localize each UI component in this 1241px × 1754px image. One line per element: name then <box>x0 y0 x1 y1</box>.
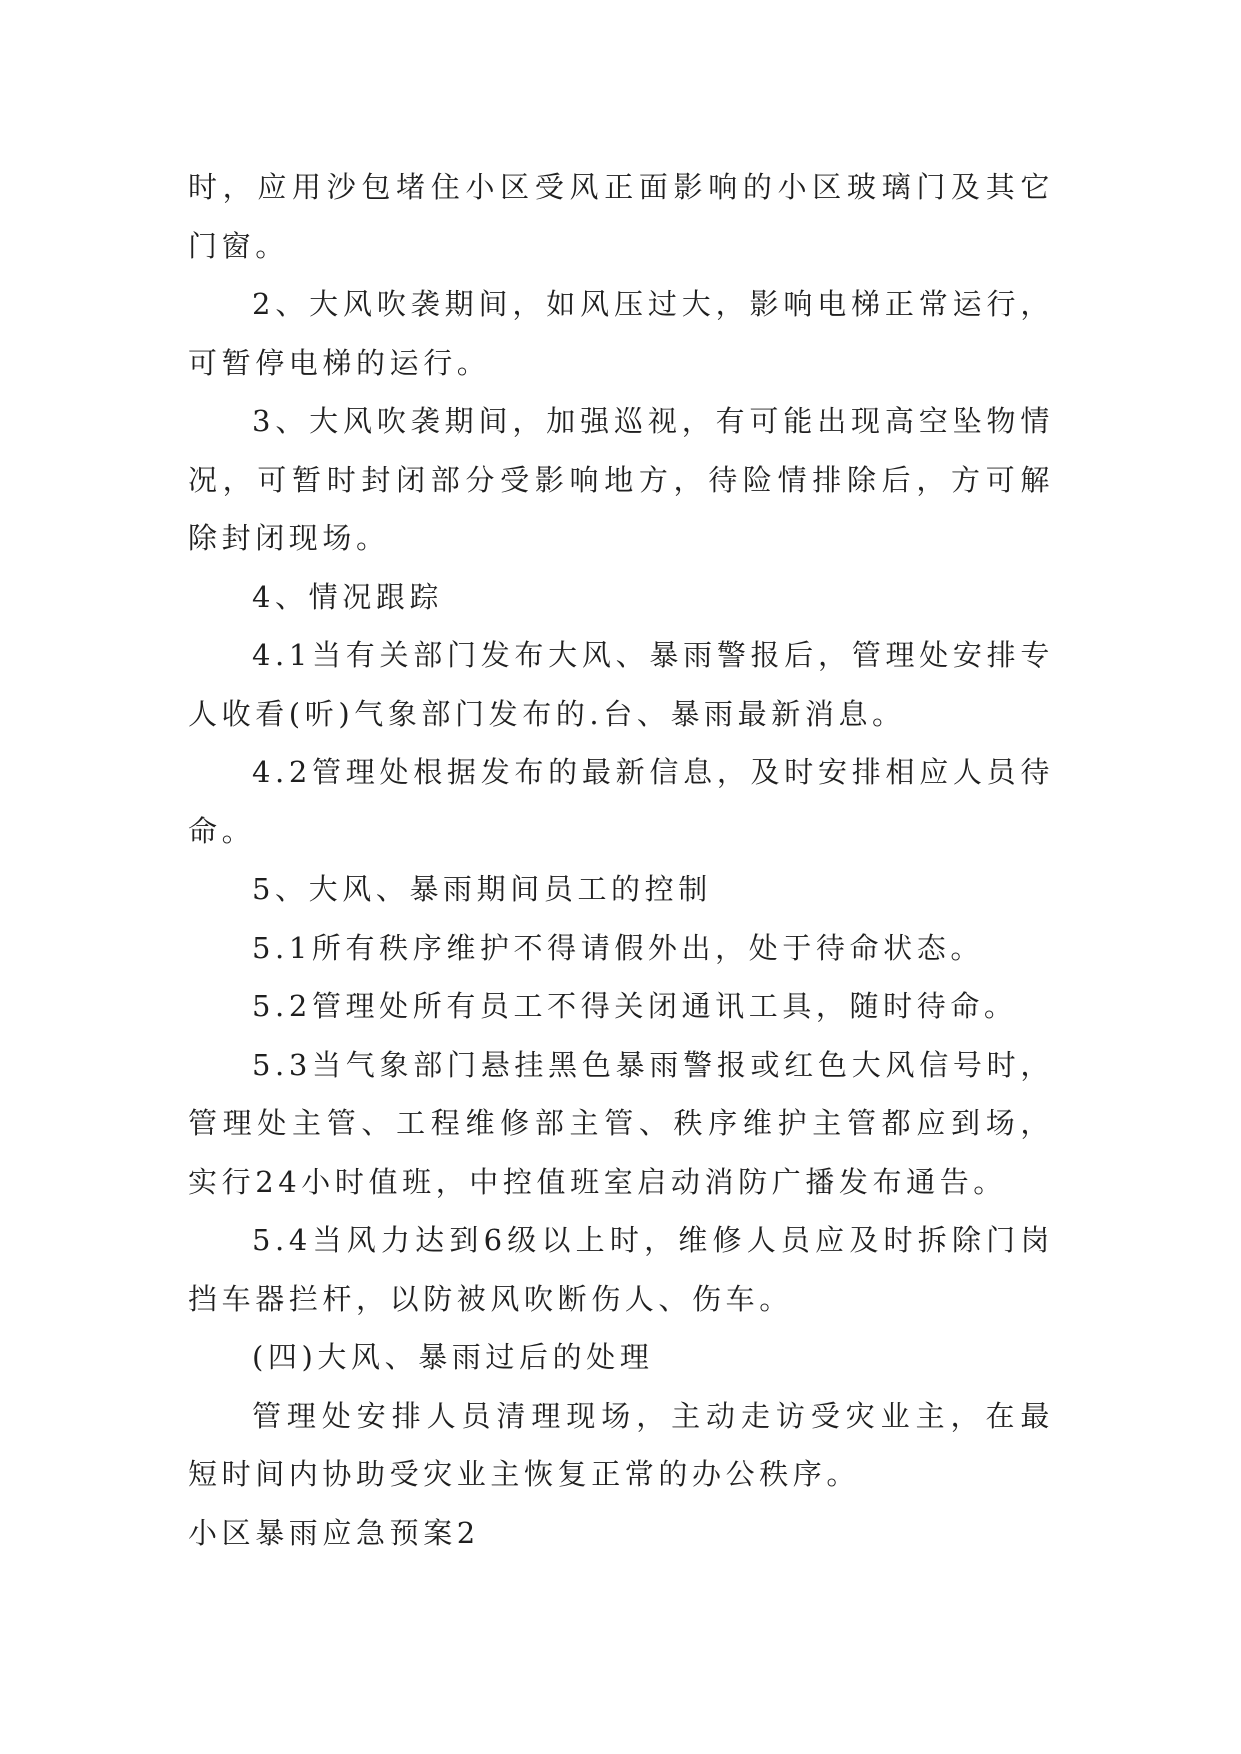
paragraph-item-4-1: 4.1当有关部门发布大风、暴雨警报后，管理处安排专人收看(听)气象部门发布的.台、暴雨最新消息。 <box>188 638 1054 731</box>
paragraph-item-5-3: 5.3当气象部门悬挂黑色暴雨警报或红色大风信号时，管理处主管、工程维修部主管、秩序维护主管都应到场，实行24小时值班，中控值班室启动消防广播发布通告。 <box>188 1047 1054 1199</box>
paragraph-section-4-heading: (四)大风、暴雨过后的处理 <box>252 1340 654 1374</box>
paragraph-item-3: 3、大风吹袭期间，加强巡视，有可能出现高空坠物情况，可暂时封闭部分受影响地方，待险情排除后，方可解除封闭现场。 <box>188 404 1054 555</box>
paragraph-item-4-heading: 4、情况跟踪 <box>252 579 444 614</box>
document-body <box>188 158 1054 1562</box>
paragraph-item-5-heading: 5、大风、暴雨期间员工的控制 <box>252 872 712 906</box>
paragraph-aftermath: 管理处安排人员清理现场，主动走访受灾业主，在最短时间内协助受灾业主恢复正常的办公秩序。 <box>188 1398 1054 1491</box>
paragraph-item-4-2: 4.2管理处根据发布的最新信息，及时安排相应人员待命。 <box>188 755 1054 848</box>
section-title: 小区暴雨应急预案2 <box>188 1515 480 1550</box>
paragraph-continuation: 时，应用沙包堵住小区受风正面影响的小区玻璃门及其它门窗。 <box>188 170 1054 263</box>
paragraph-item-2: 2、大风吹袭期间，如风压过大，影响电梯正常运行，可暂停电梯的运行。 <box>188 287 1054 380</box>
paragraph-item-5-1: 5.1所有秩序维护不得请假外出，处于待命状态。 <box>252 930 984 965</box>
paragraph-item-5-2: 5.2管理处所有员工不得关闭通讯工具，随时待命。 <box>252 989 1018 1023</box>
paragraph-item-5-4: 5.4当风力达到6级以上时，维修人员应及时拆除门岗挡车器拦杆，以防被风吹断伤人、伤车。 <box>188 1223 1054 1316</box>
